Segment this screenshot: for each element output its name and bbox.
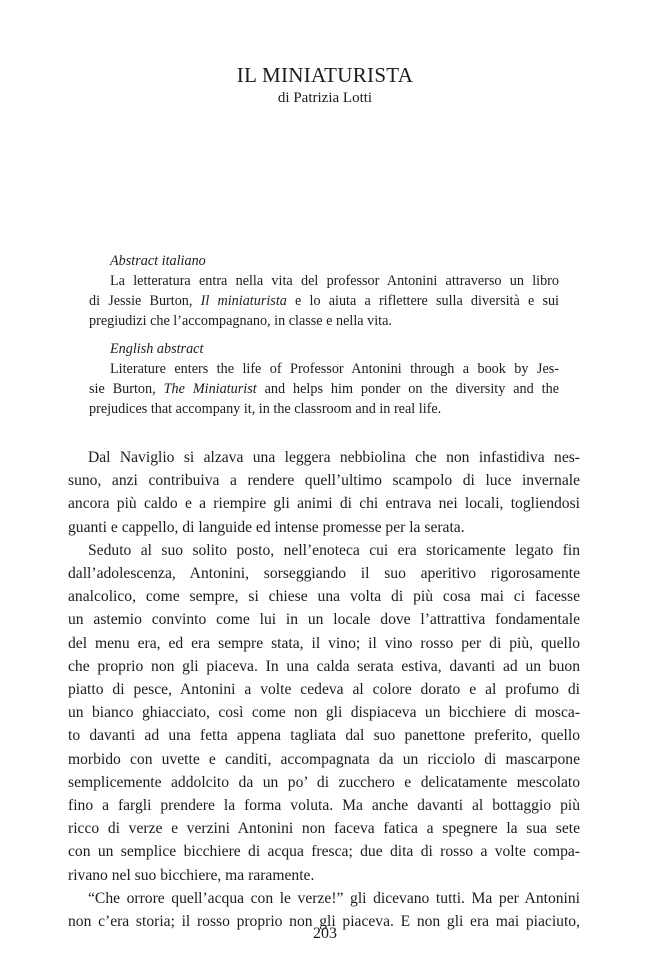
body-line: guanti e cappello, di languide ed intense promesse per la serata. (68, 518, 465, 536)
page-number: 203 (313, 925, 337, 942)
body-line: con un semplice bicchiere di acqua fresca; due dita di rosso a volte compa- (68, 843, 580, 861)
body-line: to davanti ad una fetta appena tagliata dal suo panettone preferito, quello (68, 727, 580, 745)
body-line: un bianco ghiacciato, così come non gli dispiaceva un bicchiere di mosca- (68, 704, 580, 722)
body-text (68, 446, 580, 933)
body-line: fino a fargli prendere la forma voluta. Ma anche davanti al bottaggio più (68, 797, 580, 815)
abstract-english-line: prejudices that accompany it, in the classroom and in real life. (89, 401, 442, 417)
abstract-italian-line: pregiudizi che l’accompagnano, in classe e nella vita. (89, 313, 392, 329)
abstract-english (89, 339, 559, 419)
body-line: Seduto al suo solito posto, nell’enoteca cui era storicamente legato fin (88, 541, 580, 559)
body-line: morbido con uvette e canditi, accompagnata da un ricciolo di mascarpone (68, 750, 580, 768)
abstract-italian-heading: Abstract italiano (110, 253, 206, 269)
abstract-english-line: sie Burton, The Miniaturist and helps him ponder on the diversity and the (89, 381, 559, 397)
chapter-title: IL MINIATURISTA (236, 63, 414, 87)
body-line: semplicemente addolcito da un po’ di zucchero e delicatamente mescolato (68, 773, 580, 791)
abstract-italian-line: di Jessie Burton, Il miniaturista e lo aiuta a riflettere sulla diversità e sui (89, 293, 559, 309)
body-line: “Che orrore quell’acqua con le verze!” gli dicevano tutti. Ma per Antonini (88, 889, 580, 907)
body-line: non c’era storia; il rosso proprio non gli piaceva. E non gli era mai piaciuto, (68, 913, 580, 931)
body-line: suno, anzi contribuiva a rendere quell’ultimo scampolo di luce invernale (68, 472, 580, 490)
book-title: The Miniaturist (163, 381, 257, 397)
body-line: che proprio non gli piaceva. In una calda serata estiva, davanti ad un buon (68, 657, 580, 675)
body-line: analcolico, come sempre, si chiese una volta di più cosa mai ci facesse (68, 588, 580, 606)
body-line: un astemio convinto come lui in un locale dove l’attrattiva fondamentale (68, 611, 580, 629)
abstract-english-heading: English abstract (110, 341, 204, 357)
body-line: ricco di verze e verzini Antonini non faceva fatica a spegnere la sua sete (68, 820, 580, 838)
abstract-italian (89, 251, 559, 331)
abstract-english-line: Literature enters the life of Professor Antonini through a book by Jes- (110, 361, 559, 377)
author-byline: di Patrizia Lotti (277, 90, 373, 106)
body-line: Dal Naviglio si alzava una leggera nebbiolina che non infastidiva nes- (88, 449, 580, 466)
abstract-italian-line: La letteratura entra nella vita del professor Antonini attraverso un libro (110, 273, 559, 289)
body-line: piatto di pesce, Antonini a volte cedeva al colore dorato e al profumo di (68, 681, 580, 699)
body-line: dall’adolescenza, Antonini, sorseggiando il suo aperitivo rigorosamente (68, 565, 580, 583)
body-line: ancora più caldo e a riempire gli animi di chi entrava nei locali, togliendosi (68, 495, 580, 513)
body-line: del menu era, ed era sempre stata, il vino; il vino rosso per di più, quello (68, 634, 580, 652)
body-line: rivano nel suo bicchiere, ma raramente. (68, 866, 315, 884)
book-title: Il miniaturista (200, 293, 287, 309)
